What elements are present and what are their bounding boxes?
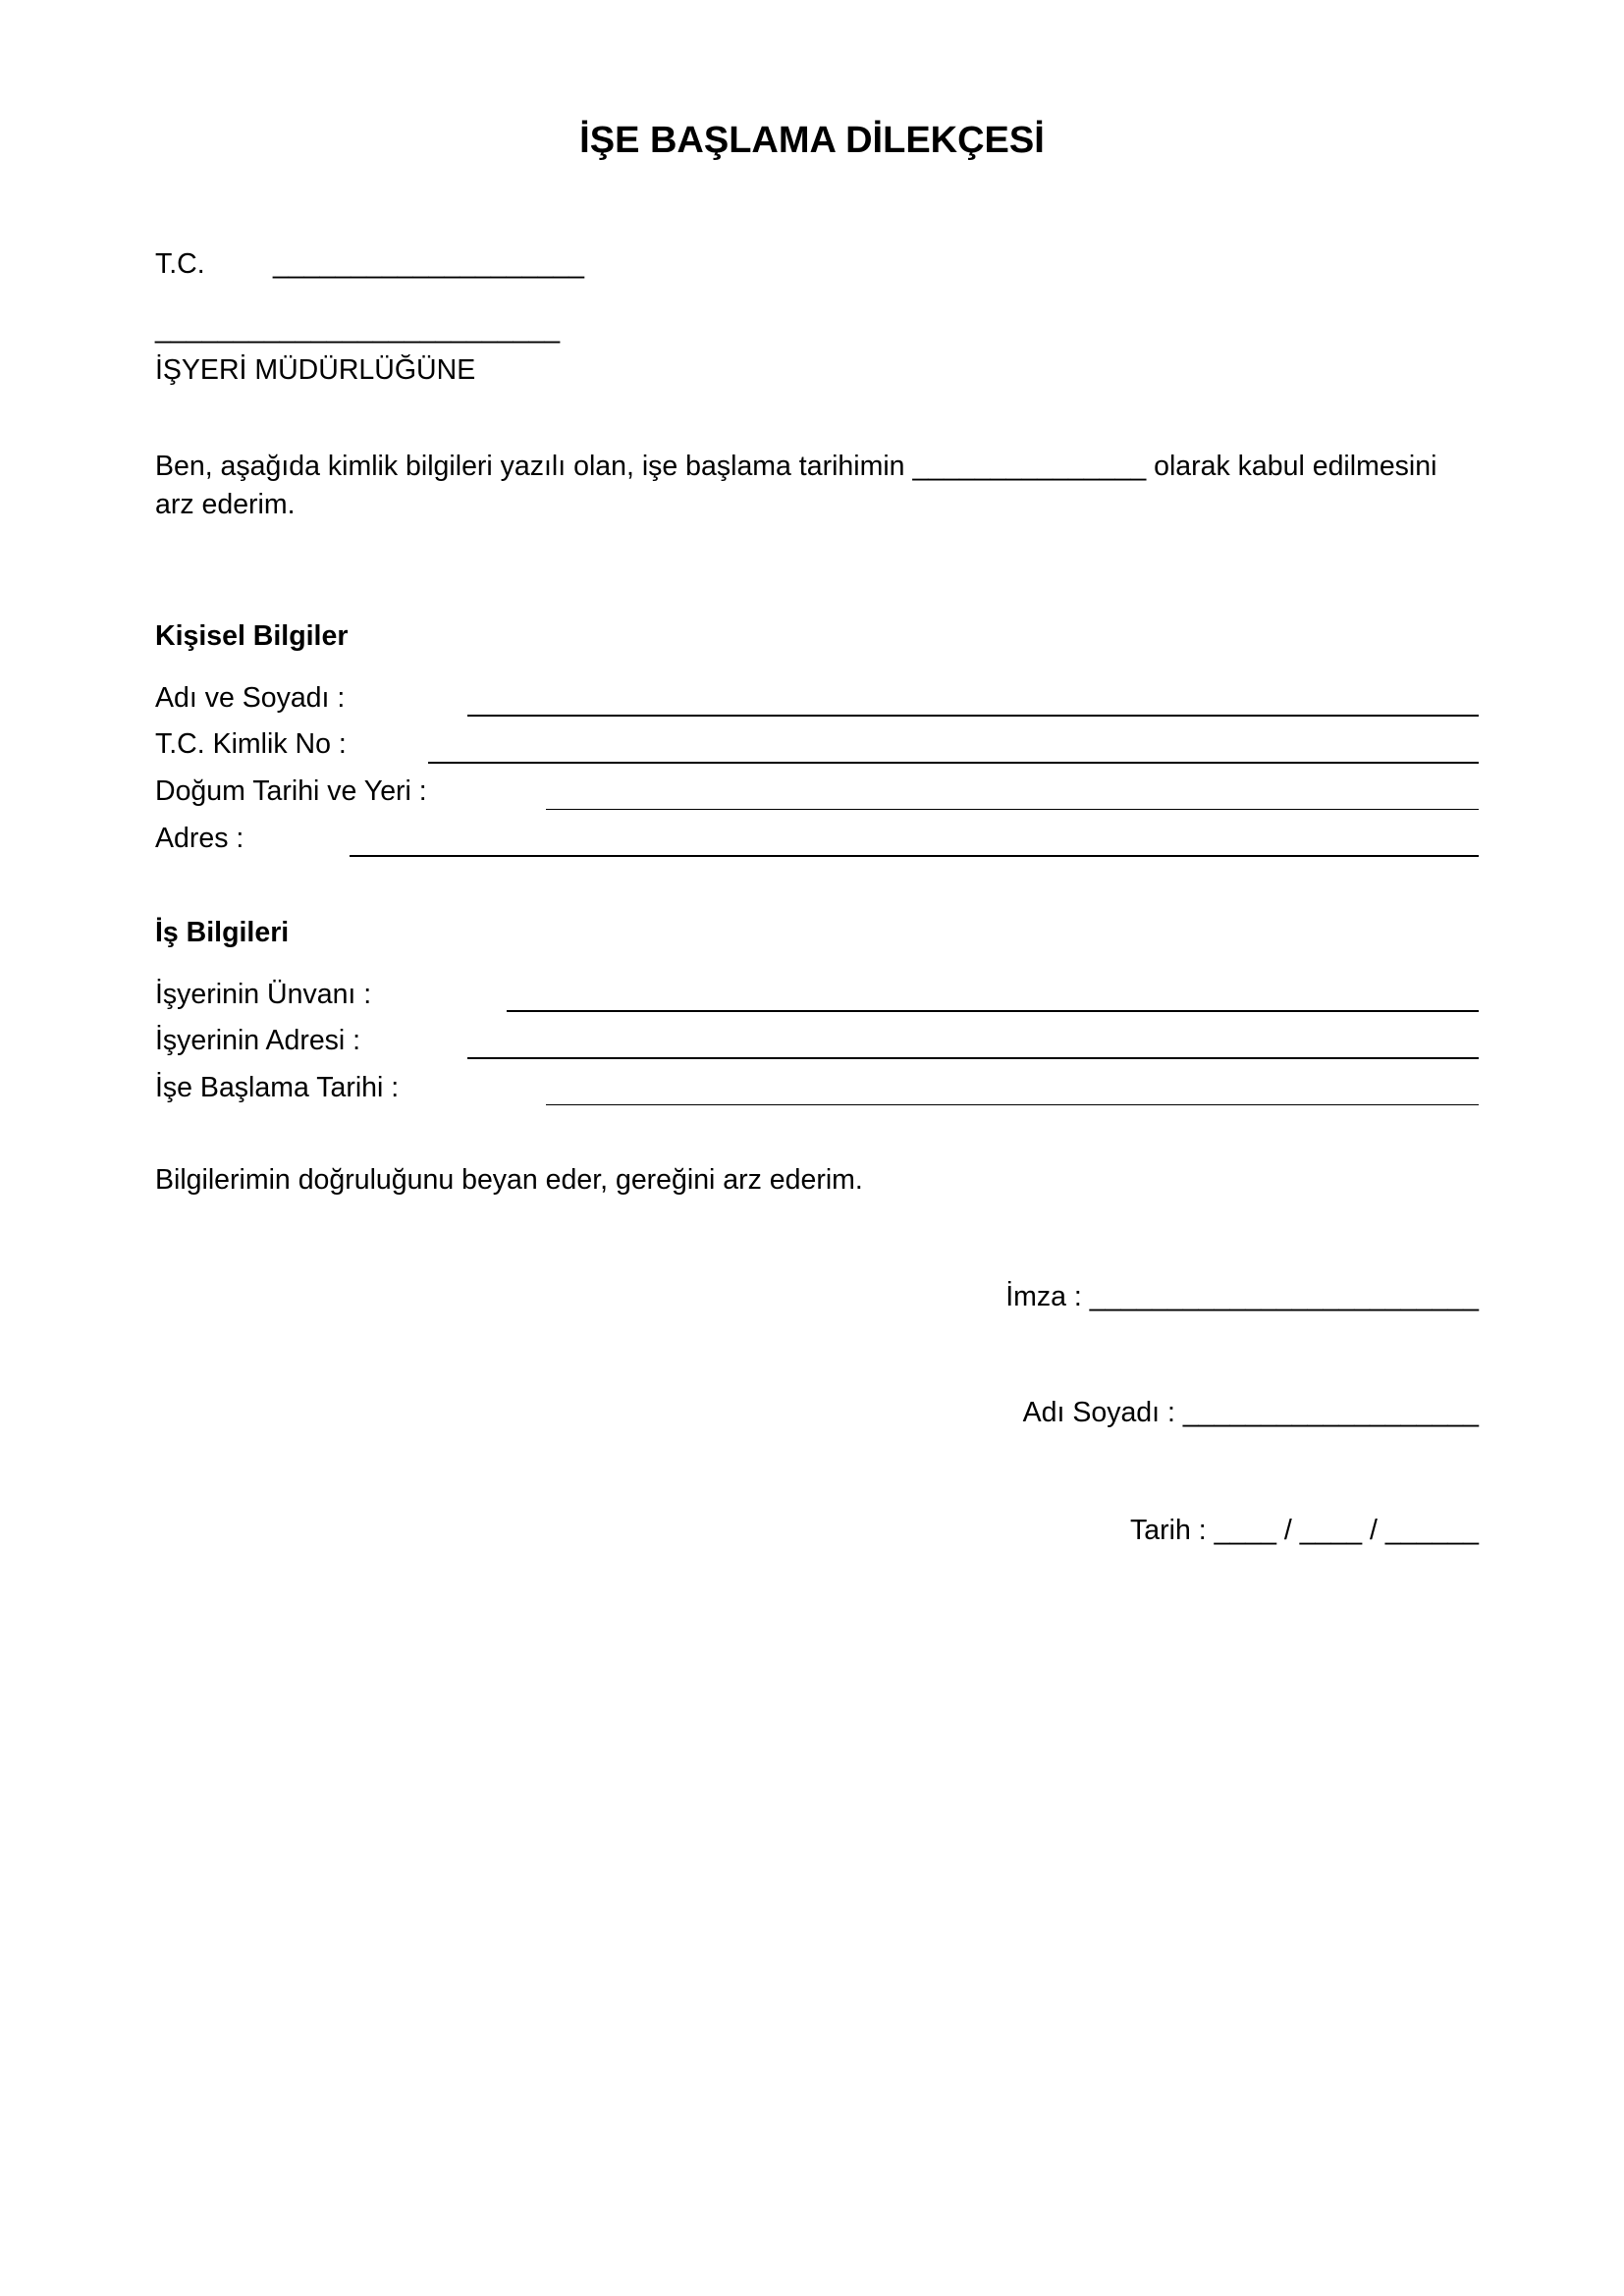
declaration-text: Bilgilerimin doğruluğunu beyan eder, gereğini arz ederim.	[155, 1164, 863, 1196]
intro-text-before: Ben, aşağıda kimlik bilgileri yazılı olan, işe başlama tarihimin	[155, 451, 905, 482]
birth-field-line[interactable]	[546, 809, 1479, 810]
workplace-title-field-line[interactable]	[507, 1010, 1479, 1012]
workplace-title-label: İşyerinin Ünvanı :	[155, 979, 372, 1010]
intro-date-blank: _______________	[912, 451, 1147, 482]
workplace-address-field-line[interactable]	[467, 1057, 1479, 1059]
start-date-label: İşe Başlama Tarihi :	[155, 1072, 400, 1103]
signature-date-line: Tarih : ____ / ____ / ______	[1130, 1515, 1479, 1546]
address-label: Adres :	[155, 823, 244, 854]
document-title: İŞE BAŞLAMA DİLEKÇESİ	[579, 120, 1045, 161]
job-info-heading: İş Bilgileri	[155, 917, 290, 948]
address-field-line[interactable]	[350, 855, 1479, 857]
intro-text-after: olarak kabul edilmesini arz ederim.	[155, 451, 1437, 520]
tc-blank: ____________________	[273, 248, 585, 280]
workplace-address-label: İşyerinin Adresi :	[155, 1025, 361, 1056]
signer-name-line: Adı Soyadı : ___________________	[1022, 1397, 1479, 1428]
personal-info-heading: Kişisel Bilgiler	[155, 620, 349, 652]
intro-paragraph	[155, 448, 1481, 524]
name-label: Adı ve Soyadı :	[155, 682, 346, 714]
start-date-field-line[interactable]	[546, 1104, 1479, 1105]
name-field-line[interactable]	[467, 715, 1479, 717]
recipient-line: İŞYERİ MÜDÜRLÜĞÜNE	[155, 354, 476, 386]
birth-label: Doğum Tarihi ve Yeri :	[155, 775, 427, 807]
office-blank: __________________________	[155, 313, 561, 345]
tc-id-field-line[interactable]	[428, 762, 1479, 764]
signature-line: İmza : _________________________	[1005, 1281, 1479, 1312]
tc-label: T.C.	[155, 248, 205, 280]
tc-id-label: T.C. Kimlik No :	[155, 728, 347, 760]
